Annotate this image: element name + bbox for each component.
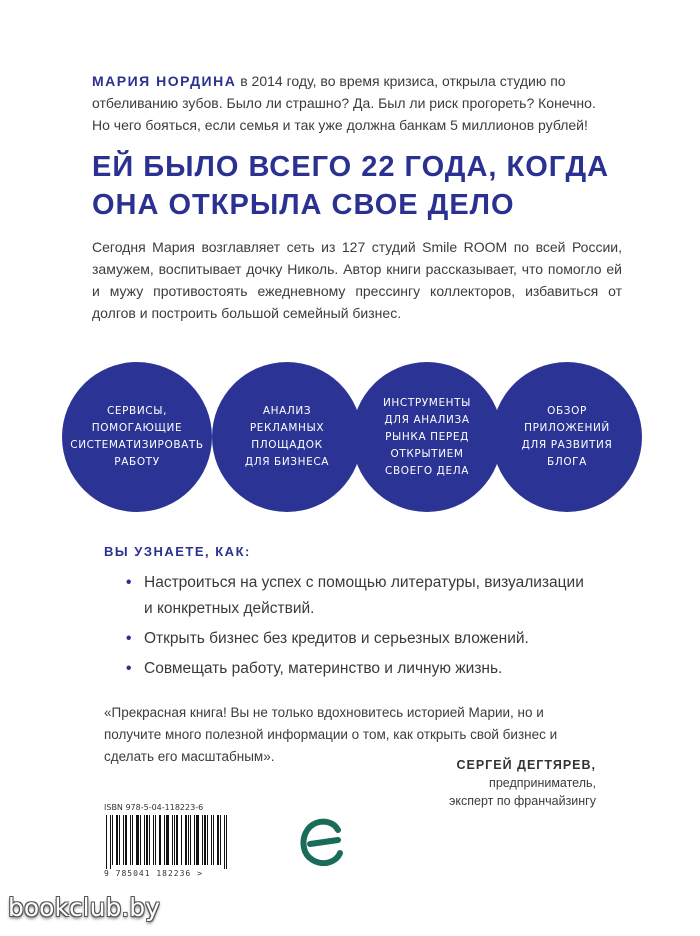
topic-label: АНАЛИЗ РЕКЛАМНЫХ ПЛОЩАДОК ДЛЯ БИЗНЕСА (244, 405, 330, 468)
learn-title: ВЫ УЗНАЕТЕ, КАК: (104, 544, 251, 559)
topic-label: ОБЗОР ПРИЛОЖЕНИЙ ДЛЯ РАЗВИТИЯ БЛОГА (521, 405, 613, 468)
barcode-number: 9 785041 182236 > (104, 869, 203, 878)
headline: ЕЙ БЫЛО ВСЕГО 22 ГОДА, КОГДА ОНА ОТКРЫЛА СВОЕ ДЕЛО (92, 151, 610, 221)
body-paragraph: Сегодня Мария возглавляет сеть из 127 студий Smile ROOM по всей России, замужем, воспитывает дочку Николь. Автор книги рассказывает, что помогло ей и мужу противостоять ежедневному прессингу коллекторов, избавиться от долгов и построить большой семейный бизнес. (92, 239, 622, 321)
author-name: МАРИЯ НОРДИНА (92, 73, 237, 89)
list-item: • Совмещать работу, материнство и личную жизнь. (126, 656, 596, 682)
quote-author (449, 756, 596, 810)
barcode-icon (104, 815, 264, 869)
list-item: • Открыть бизнес без кредитов и серьезных вложений. (126, 626, 596, 652)
topic-circle-4 (492, 362, 642, 512)
author-role-2: эксперт по франчайзингу (449, 794, 596, 808)
bullet-icon: • (126, 630, 132, 647)
topic-label: ИНСТРУМЕНТЫ ДЛЯ АНАЛИЗА РЫНКА ПЕРЕД ОТКРЫТИЕМ СВОЕГО ДЕЛА (382, 396, 472, 477)
topic-circle-3 (352, 362, 502, 512)
isbn-label: ISBN 978-5-04-118223-6 (104, 803, 204, 812)
topic-circles (62, 362, 662, 512)
bullet-icon: • (126, 660, 132, 677)
intro-paragraph (92, 70, 612, 136)
topic-label: СЕРВИСЫ, ПОМОГАЮЩИЕ СИСТЕМАТИЗИРОВАТЬ РАБОТУ (70, 405, 204, 468)
list-item: • Настроиться на успех с помощью литературы, визуализации и конкретных действий. (126, 570, 596, 622)
topic-circle-1 (62, 362, 212, 512)
learn-list (126, 570, 596, 686)
review-quote: «Прекрасная книга! Вы не только вдохновитесь историей Марии, но и получите много полезной информации о том, как открыть свой бизнес и сделать его масштабным». (104, 705, 558, 764)
publisher-logo-icon (300, 818, 344, 866)
watermark: bookclub.by (8, 893, 160, 922)
author-signature-name: СЕРГЕЙ ДЕГТЯРЕВ, (456, 758, 596, 772)
bullet-icon: • (126, 574, 132, 591)
intro-text: в 2014 году, во время кризиса, открыла студию по отбеливанию зубов. Было ли страшно? Да. Был ли риск прогореть? Конечно. Но чего бояться, если семья и так уже должна банкам 5 миллионов рублей! (92, 73, 596, 133)
author-role: предприниматель, (489, 776, 596, 790)
topic-circle-2 (212, 362, 362, 512)
